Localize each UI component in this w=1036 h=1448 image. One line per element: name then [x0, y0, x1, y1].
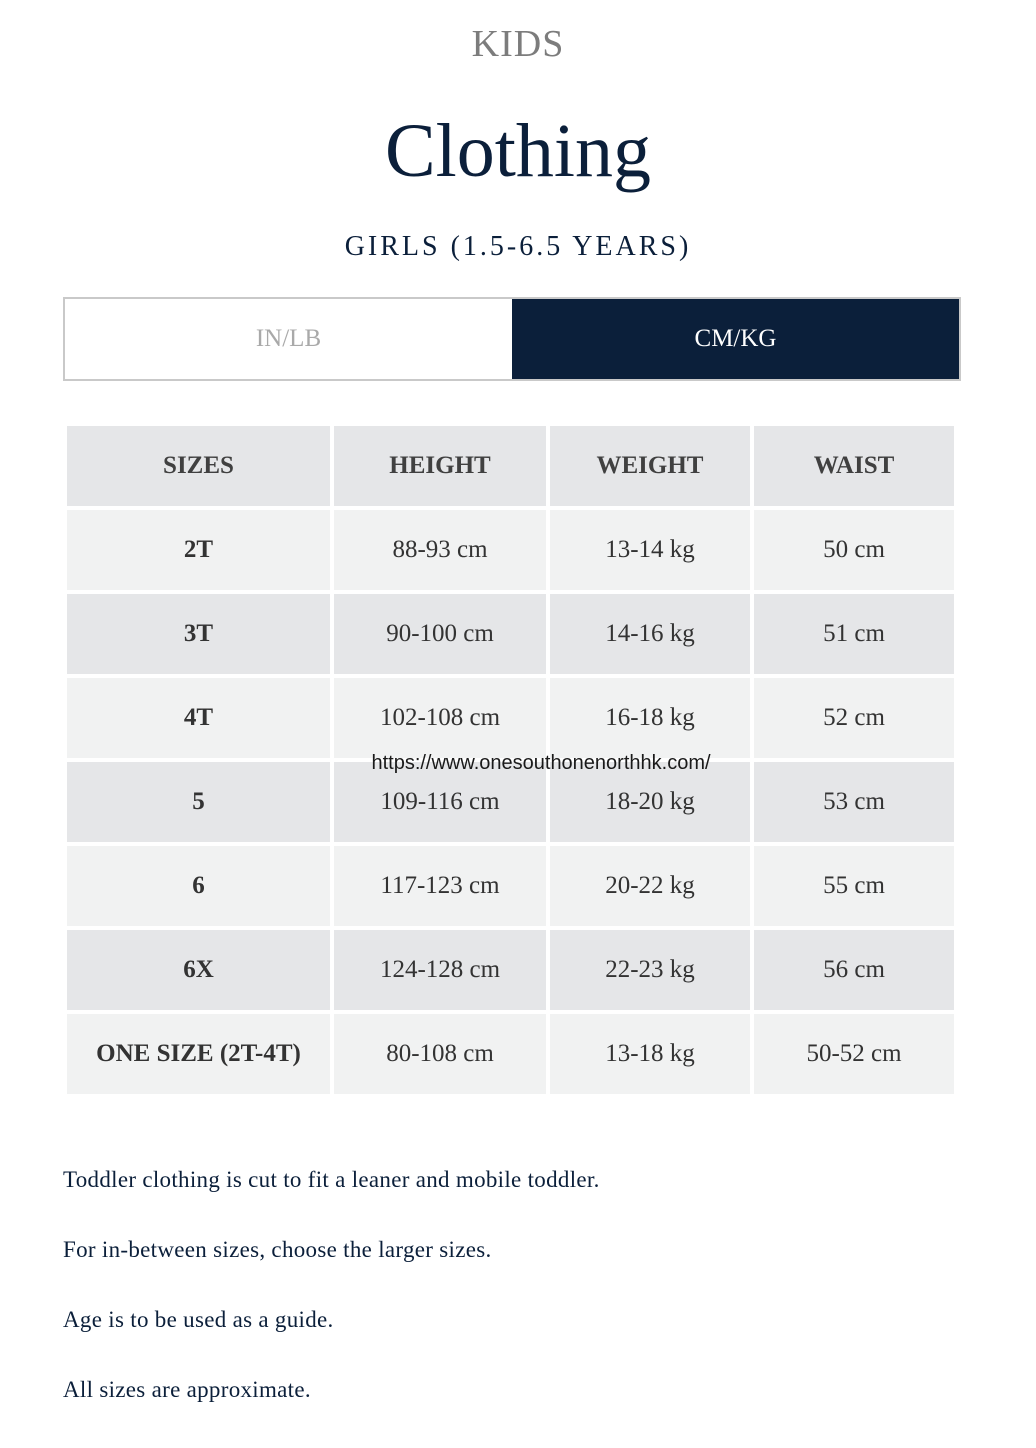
size-cell: 6X: [67, 930, 330, 1010]
note-text: Age is to be used as a guide.: [63, 1307, 334, 1332]
weight-cell: 14-16 kg: [550, 594, 750, 674]
column-header-waist: WAIST: [754, 426, 954, 506]
note-text: Toddler clothing is cut to fit a leaner and mobile toddler.: [63, 1167, 600, 1192]
note-text: All sizes are approximate.: [63, 1377, 311, 1402]
size-cell: ONE SIZE (2T-4T): [67, 1014, 330, 1094]
unit-toggle-in-lb[interactable]: IN/LB: [65, 299, 512, 379]
size-cell: 2T: [67, 510, 330, 590]
table-row: [67, 510, 954, 590]
waist-cell: 52 cm: [754, 678, 954, 758]
waist-cell: 50-52 cm: [754, 1014, 954, 1094]
unit-toggle: [63, 297, 961, 381]
waist-cell: 53 cm: [754, 762, 954, 842]
size-notes: [63, 1162, 963, 1442]
height-cell: 102-108 cm: [334, 678, 546, 758]
waist-cell: 55 cm: [754, 846, 954, 926]
weight-cell: 13-14 kg: [550, 510, 750, 590]
column-header-weight: WEIGHT: [550, 426, 750, 506]
height-cell: 88-93 cm: [334, 510, 546, 590]
waist-cell: 51 cm: [754, 594, 954, 674]
watermark-url: https://www.onesouthonenorthhk.com/: [371, 752, 711, 774]
category-label: KIDS: [471, 23, 565, 65]
size-cell: 4T: [67, 678, 330, 758]
page-title: Clothing: [384, 109, 652, 193]
height-cell: 124-128 cm: [334, 930, 546, 1010]
table-row: [67, 678, 954, 758]
table-row: [67, 594, 954, 674]
table-header-row: [67, 426, 954, 506]
table-row: [67, 846, 954, 926]
waist-cell: 50 cm: [754, 510, 954, 590]
size-cell: 3T: [67, 594, 330, 674]
weight-cell: 20-22 kg: [550, 846, 750, 926]
weight-cell: 22-23 kg: [550, 930, 750, 1010]
table-row: [67, 1014, 954, 1094]
height-cell: 80-108 cm: [334, 1014, 546, 1094]
weight-cell: 18-20 kg: [550, 762, 750, 842]
size-cell: 5: [67, 762, 330, 842]
unit-toggle-cm-kg[interactable]: CM/KG: [512, 299, 959, 379]
weight-cell: 16-18 kg: [550, 678, 750, 758]
note-text: For in-between sizes, choose the larger sizes.: [63, 1237, 492, 1262]
height-cell: 90-100 cm: [334, 594, 546, 674]
table-row: [67, 930, 954, 1010]
height-cell: 117-123 cm: [334, 846, 546, 926]
height-cell: 109-116 cm: [334, 762, 546, 842]
size-cell: 6: [67, 846, 330, 926]
page-subtitle: GIRLS (1.5-6.5 YEARS): [344, 231, 692, 262]
column-header-sizes: SIZES: [67, 426, 330, 506]
weight-cell: 13-18 kg: [550, 1014, 750, 1094]
waist-cell: 56 cm: [754, 930, 954, 1010]
column-header-height: HEIGHT: [334, 426, 546, 506]
